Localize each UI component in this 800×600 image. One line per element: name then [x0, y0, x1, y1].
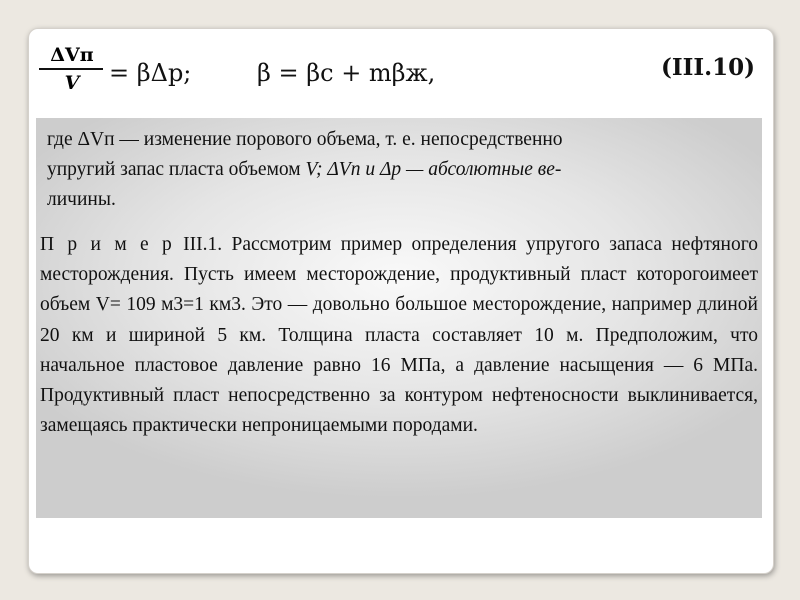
definition-line: где ΔVп — изменение порового объема, т. е. непосредственно	[47, 129, 563, 150]
fraction-bar	[39, 68, 103, 70]
definition-paragraph	[47, 125, 747, 215]
definition-text: упругий запас пласта объемом	[47, 159, 306, 180]
fraction-numerator: ΔVп	[50, 44, 94, 66]
definition-line	[47, 155, 747, 185]
fraction-denominator: V	[64, 72, 80, 94]
definition-italic-text: V; ΔVп и Δp — абсолютные ве-	[305, 159, 562, 180]
formula-left-rhs: = βΔp;	[109, 59, 192, 87]
equation-number: (III.10)	[660, 54, 755, 81]
formula-right-expression: β = βс + mβж,	[257, 59, 436, 87]
definition-line: личины.	[47, 189, 116, 210]
formula-block	[37, 40, 767, 118]
example-text: III.1. Рассмотрим пример определения упругого запаса нефтяного месторождения. Пусть имеем месторождение, продуктивный пласт которогоимеет объем V= 109 м3=1 км3. Это — довольно большое месторождение, например длиной 20 км и шириной 5 км. Толщина пласта составляет 10 м. Предположим, что начальное пластовое давление равно 16 МПа, а давление насыщения — 6 МПа. Продуктивный пласт непосредственно за контуром нефтеносности выклинивается, замещаясь практически непроницаемыми породами.	[40, 234, 759, 437]
example-paragraph	[40, 230, 758, 441]
example-lead: П р и м е р	[40, 234, 174, 255]
formula-fraction	[37, 44, 107, 94]
